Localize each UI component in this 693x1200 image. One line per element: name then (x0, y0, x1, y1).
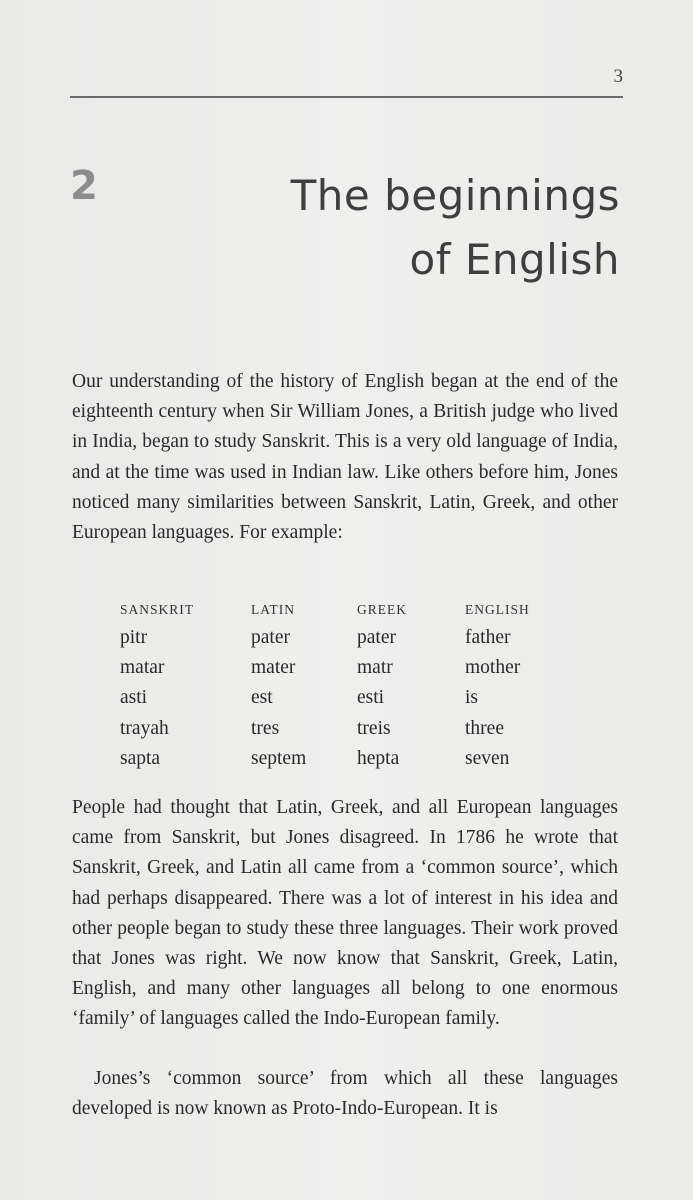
table-row (120, 683, 585, 713)
table-cell: mother (465, 657, 521, 679)
table-cell: sapta (120, 747, 161, 769)
table-cell: trayah (120, 717, 169, 739)
table-cell: hepta (357, 747, 400, 769)
paragraph-2: People had thought that Latin, Greek, and all European languages came from Sanskrit, but Jones disagreed. In 1786 he wrote that Sanskrit, Greek, and Latin all came from a ‘common source’, which had perhaps disappeared. There was a lot of interest in his idea and other people began to study these three languages. Their work proved that Jones was right. We now know that Sanskrit, Greek, Latin, English, and many other languages all belong to one enormous ‘family’ of languages called the Indo-European family. (72, 797, 618, 1030)
header-rule (70, 96, 623, 98)
table-cell: esti (357, 687, 385, 709)
table-cell: three (465, 717, 504, 739)
chapter-number: 2 (70, 163, 98, 209)
table-cell: asti (120, 687, 148, 709)
paragraph-3: Jones’s ‘common source’ from which all these languages developed is now known as Proto-Indo-European. It is (72, 1068, 618, 1120)
table-cell: father (465, 627, 511, 649)
table-row (120, 714, 585, 744)
table-cell: est (251, 687, 273, 709)
table-cell: pitr (120, 627, 148, 649)
table-row (120, 653, 585, 683)
table-cell: seven (465, 747, 510, 769)
paragraph-1: Our understanding of the history of English began at the end of the eighteenth century when Sir William Jones, a British judge who lived in India, began to study Sanskrit. This is a very old language of India, and at the time was used in Indian law. Like others before him, Jones noticed many similarities between Sanskrit, Latin, Greek, and other European languages. For example: (72, 371, 618, 544)
table-header-english: ENGLISH (465, 602, 530, 617)
table-cell: is (465, 687, 479, 709)
table-cell: tres (251, 717, 280, 739)
table-cell: matar (120, 657, 165, 679)
table-row (120, 744, 585, 774)
table-header-row (120, 597, 585, 623)
table-row (120, 623, 585, 653)
table-header-latin: LATIN (251, 602, 295, 617)
table-cell: pater (357, 627, 396, 649)
table-cell: treis (357, 717, 391, 739)
chapter-title-line-2: of English (409, 235, 620, 284)
chapter-title-line-1: The beginnings (290, 171, 620, 220)
table-cell: mater (251, 657, 296, 679)
table-cell: septem (251, 747, 307, 769)
page-number: 3 (613, 66, 623, 87)
table-cell: matr (357, 657, 393, 679)
table-cell: pater (251, 627, 290, 649)
table-header-sanskrit: SANSKRIT (120, 602, 195, 617)
table-header-greek: GREEK (357, 602, 407, 617)
chapter-title (291, 164, 620, 292)
language-comparison-table (120, 597, 585, 774)
